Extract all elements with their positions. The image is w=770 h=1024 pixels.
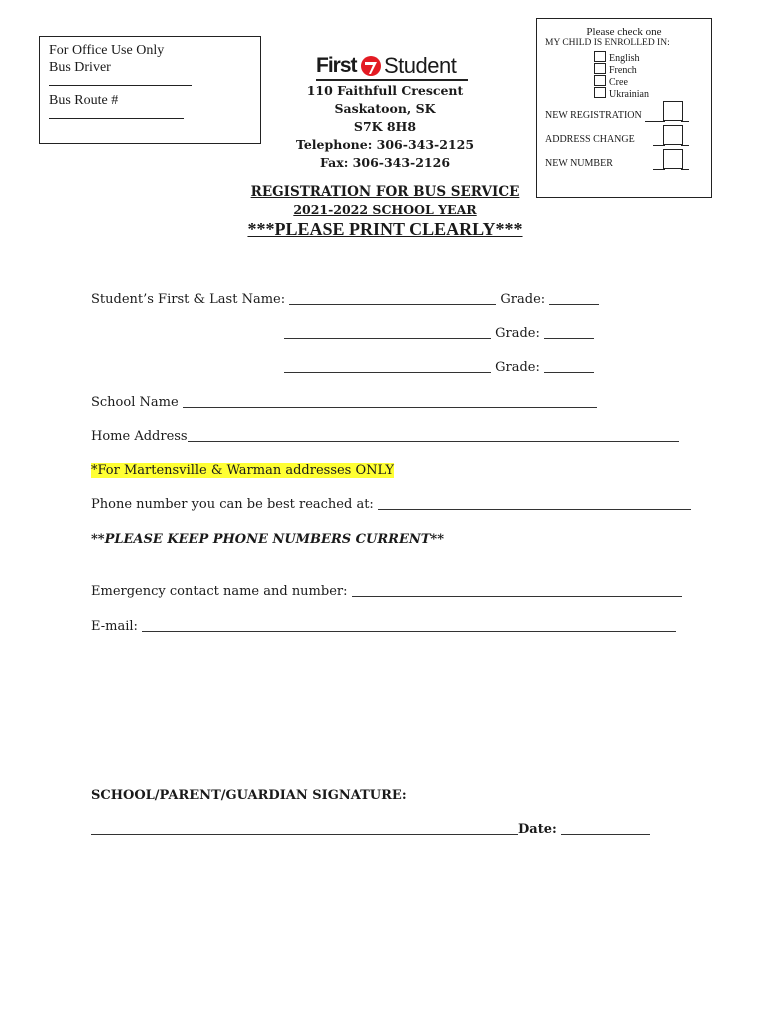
- grade-field-1[interactable]: [549, 304, 599, 305]
- address-street: 110 Faithfull Crescent: [306, 83, 464, 98]
- date-label: Date:: [518, 822, 557, 837]
- print-clearly-heading: ***PLEASE PRINT CLEARLY***: [247, 219, 523, 239]
- school-year-heading: 2021-2022 SCHOOL YEAR: [293, 202, 477, 217]
- office-use-title: For Office Use Only: [49, 43, 165, 58]
- emergency-contact-row: [91, 584, 682, 599]
- signature-row: [91, 822, 650, 837]
- new-registration-row[interactable]: [545, 110, 705, 121]
- bus-route-field[interactable]: [49, 109, 184, 119]
- new-number-checkbox[interactable]: [663, 149, 683, 169]
- grade-label-3: Grade:: [495, 360, 540, 375]
- signature-label: SCHOOL/PARENT/GUARDIAN SIGNATURE:: [91, 788, 407, 803]
- new-registration-label: NEW REGISTRATION: [545, 110, 642, 121]
- cree-checkbox[interactable]: [594, 75, 606, 86]
- check-panel-title: Please check one: [586, 26, 662, 38]
- new-number-row[interactable]: [545, 158, 705, 169]
- company-address: [285, 82, 485, 172]
- student-name-field-1[interactable]: [289, 304, 496, 305]
- ukrainian-checkbox[interactable]: [594, 87, 606, 98]
- student-name-row-1: [91, 292, 599, 307]
- first-student-logo: [316, 54, 468, 80]
- school-name-field[interactable]: [183, 407, 597, 408]
- email-field[interactable]: [142, 631, 676, 632]
- enrolled-label: MY CHILD IS ENROLLED IN:: [545, 38, 670, 48]
- language-option-ukrainian[interactable]: Ukrainian: [594, 87, 649, 101]
- home-address-label: Home Address: [91, 429, 188, 444]
- grade-field-2[interactable]: [544, 338, 594, 339]
- address-change-checkbox[interactable]: [663, 125, 683, 145]
- school-name-row: [91, 395, 597, 410]
- student-name-field-2[interactable]: [284, 338, 491, 339]
- home-address-field[interactable]: [188, 441, 679, 442]
- address-fax: Fax: 306-343-2126: [319, 155, 451, 170]
- bus-driver-label: Bus Driver: [49, 60, 111, 75]
- grade-label-1: Grade:: [500, 292, 546, 307]
- signature-field[interactable]: [91, 834, 518, 835]
- new-registration-checkbox[interactable]: [663, 101, 683, 121]
- language-option-french[interactable]: French: [594, 63, 637, 77]
- student-name-field-3[interactable]: [284, 372, 491, 373]
- phone-field[interactable]: [378, 509, 691, 510]
- martensville-note-row: [91, 463, 394, 478]
- date-field[interactable]: [561, 834, 650, 835]
- english-checkbox[interactable]: [594, 51, 606, 62]
- phone-note: **PLEASE KEEP PHONE NUMBERS CURRENT**: [91, 532, 445, 547]
- logo-mark-icon: [360, 55, 382, 77]
- address-city: Saskatoon, SK: [334, 101, 436, 116]
- martensville-note: *For Martensville & Warman addresses ONLY: [91, 463, 394, 478]
- office-use-box: [39, 36, 261, 144]
- student-name-row-3: [284, 360, 594, 375]
- language-option-english[interactable]: English: [594, 51, 640, 65]
- logo-underline: [316, 79, 468, 81]
- address-telephone: Telephone: 306-343-2125: [295, 137, 475, 152]
- registration-heading: REGISTRATION FOR BUS SERVICE: [250, 184, 520, 200]
- student-name-label: Student’s First & Last Name:: [91, 292, 286, 307]
- bus-driver-field[interactable]: [49, 76, 192, 86]
- home-address-row: [91, 429, 679, 444]
- student-name-row-2: [284, 326, 594, 341]
- address-change-label: ADDRESS CHANGE: [545, 134, 635, 145]
- address-change-row[interactable]: [545, 134, 705, 145]
- email-row: [91, 619, 676, 634]
- french-checkbox[interactable]: [594, 63, 606, 74]
- bus-route-label: Bus Route #: [49, 93, 119, 108]
- school-name-label: School Name: [91, 395, 179, 410]
- language-option-cree[interactable]: Cree: [594, 75, 628, 89]
- email-label: E-mail:: [91, 619, 138, 634]
- emergency-contact-label: Emergency contact name and number:: [91, 584, 348, 599]
- logo-student-text: Student: [384, 53, 457, 78]
- check-one-panel: [536, 18, 712, 198]
- emergency-contact-field[interactable]: [352, 596, 682, 597]
- grade-label-2: Grade:: [495, 326, 540, 341]
- new-number-label: NEW NUMBER: [545, 158, 613, 169]
- grade-field-3[interactable]: [544, 372, 594, 373]
- phone-label: Phone number you can be best reached at:: [91, 497, 374, 512]
- logo-first-text: First: [316, 54, 357, 77]
- address-postal: S7K 8H8: [353, 119, 417, 134]
- phone-row: [91, 497, 691, 512]
